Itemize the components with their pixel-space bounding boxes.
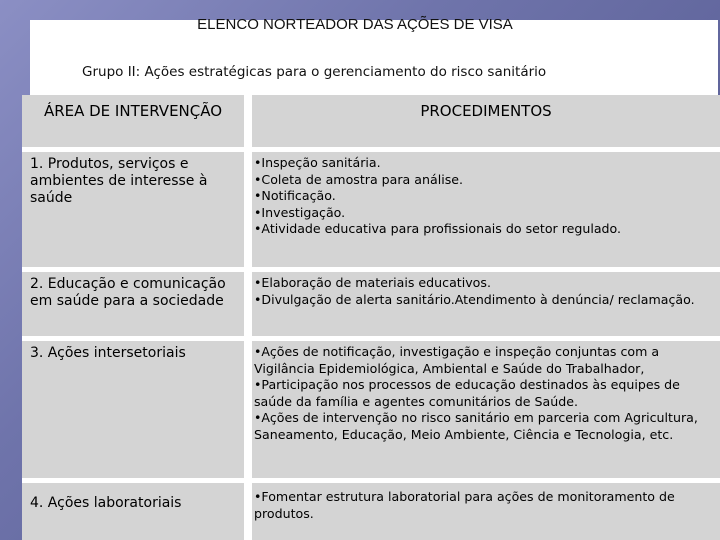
table-row-procedures: [252, 483, 720, 540]
table-row-area: 2. Educação e comunicação em saúde para a sociedade: [30, 276, 226, 309]
procedure-item: •Elaboração de materiais educativos.: [254, 275, 491, 290]
procedure-item: •Notificação.: [254, 188, 336, 203]
table-row-area: 3. Ações intersetoriais: [30, 345, 186, 361]
column-header-procedures: PROCEDIMENTOS: [252, 95, 720, 147]
page-title: ELENCO NORTEADOR DAS AÇÕES DE VISA: [197, 16, 513, 33]
procedures-table: [22, 95, 720, 540]
column-divider: [244, 95, 252, 540]
procedure-item: •Investigação.: [254, 204, 346, 220]
table-row-procedures: [252, 152, 720, 267]
table-row-procedures: [252, 341, 720, 478]
procedure-item: •Inspeção sanitária.: [254, 155, 381, 170]
procedure-item: •Divulgação de alerta sanitário.Atendimento à denúncia/ reclamação.: [254, 291, 695, 307]
table-row-procedures: [252, 272, 720, 336]
procedure-item: •Ações de intervenção no risco sanitário em parceria com Agricultura, Saneamento, Educação, Meio Ambiente, Ciência e Tecnologia, etc.: [254, 410, 698, 442]
procedure-item: •Participação nos processos de educação destinados às equipes de saúde da família e agentes comunitários de Saúde.: [254, 377, 680, 409]
table-row-area: 1. Produtos, serviços e ambientes de interesse à saúde: [30, 156, 208, 206]
procedure-item: •Atividade educativa para profissionais do setor regulado.: [254, 221, 622, 236]
procedure-item: •Ações de notificação, investigação e inspeção conjuntas com a Vigilância Epidemiológica, Ambiental e Saúde do Trabalhador,: [254, 344, 660, 376]
procedure-item: •Coleta de amostra para análise.: [254, 171, 464, 187]
page-subtitle: Grupo II: Ações estratégicas para o gerenciamento do risco sanitário: [82, 64, 547, 80]
procedure-item: •Fomentar estrutura laboratorial para ações de monitoramento de produtos.: [254, 489, 675, 521]
table-row-area: 4. Ações laboratoriais: [30, 495, 182, 511]
column-header-area: ÁREA DE INTERVENÇÃO: [22, 95, 244, 147]
